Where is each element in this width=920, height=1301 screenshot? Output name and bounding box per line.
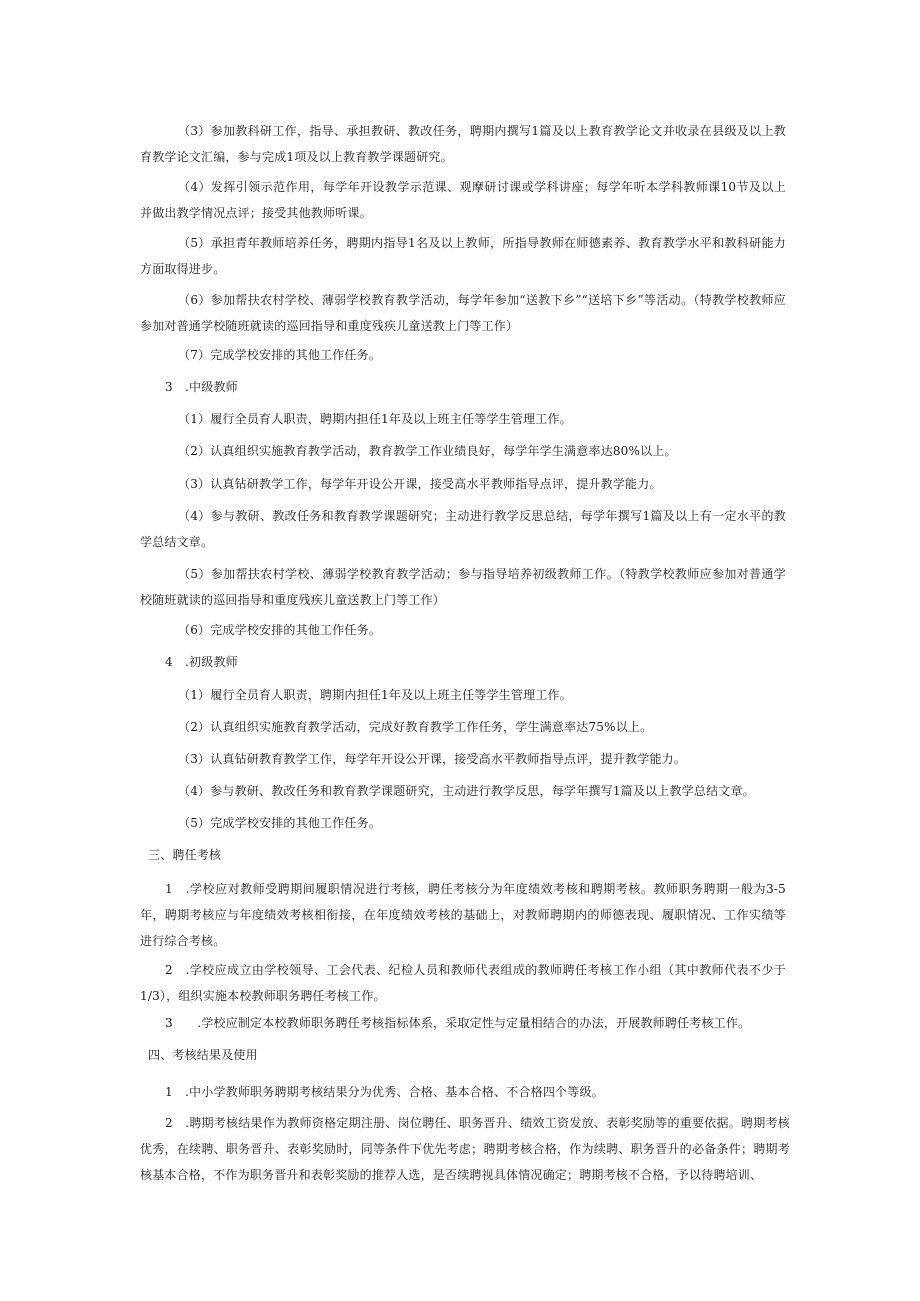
paragraph: （3）认真钻研教学工作，每学年开设公开课，接受高水平教师指导点评，提升教学能力。 — [178, 477, 662, 491]
paragraph: （5）承担青年教师培养任务，聘期内指导1名及以上教师，所指导教师在师德素养、教育教学水平和教科研能力方面取得进步。 — [140, 236, 786, 276]
paragraph: （6）参加帮扶农村学校、薄弱学校教育教学活动，每学年参加“送教下乡”“送培下乡”等活动。（特教学校教师应参加对普通学校随班就读的巡回指导和重度残疾儿童送教上门等工作） — [140, 293, 786, 333]
paragraph: （4）发挥引领示范作用，每学年开设教学示范课、观摩研讨课或学科讲座；每学年听本学科教师课10节及以上并做出教学情况点评；接受其他教师听课。 — [140, 180, 786, 220]
paragraph: （3）认真钻研教育教学工作，每学年开设公开课，接受高水平教师指导点评，提升教学能力。 — [178, 752, 687, 766]
section-heading: 四、考核结果及使用 — [148, 1048, 258, 1062]
paragraph: （1）履行全员育人职责，聘期内担任1年及以上班主任等学生管理工作。 — [178, 688, 572, 702]
paragraph: （7）完成学校安排的其他工作任务。 — [178, 348, 382, 362]
paragraph: （4）参与教研、教改任务和教育教学课题研究；主动进行教学反思总结，每学年撰写1篇及以上有一定水平的教学总结文章。 — [140, 509, 786, 549]
paragraph: （6）完成学校安排的其他工作任务。 — [178, 623, 382, 637]
paragraph: （3）参加教科研工作，指导、承担教研、教改任务，聘期内撰写1篇及以上教育教学论文并收录在县级及以上教育教学论文汇编，参与完成1项及以上教育教学课题研究。 — [140, 124, 786, 164]
paragraph: 2 .聘期考核结果作为教师资格定期注册、岗位聘任、职务晋升、绩效工资发放、表彰奖励等的重要依据。聘期考核优秀，在续聘、职务晋升、表彰奖励时，同等条件下优先考虑；聘期考核合格，作为续聘、职务晋升的必备条件；聘期考核基本合格，不作为职务晋升和表彰奖励的推荐人选，是否续聘视具体情况确定；聘期考核不合格，予以待聘培训、 — [140, 1116, 790, 1182]
section-heading: 4 .初级教师 — [165, 655, 238, 669]
section-heading: 3 .中级教师 — [165, 380, 238, 394]
paragraph: （2）认真组织实施教育教学活动，教育教学工作业绩良好，每学年学生满意率达80%以上。 — [178, 444, 677, 458]
paragraph: 3 .学校应制定本校教师职务聘任考核指标体系，采取定性与定量相结合的办法，开展教师聘任考核工作。 — [165, 1016, 751, 1030]
paragraph: （4）参与教研、教改任务和教育教学课题研究，主动进行教学反思，每学年撰写1篇及以上教学总结文章。 — [178, 784, 755, 798]
paragraph: 1 .学校应对教师受聘期间履职情况进行考核，聘任考核分为年度绩效考核和聘期考核。教师职务聘期一般为3-5年，聘期考核应与年度绩效考核相衔接，在年度绩效考核的基础上，对教师聘期内的师德表现、履职情况、工作实绩等进行综合考核。 — [140, 882, 786, 948]
paragraph: 2 .学校应成立由学校领导、工会代表、纪检人员和教师代表组成的教师聘任考核工作小组（其中教师代表不少于1/3），组织实施本校教师职务聘任考核工作。 — [140, 963, 786, 1003]
paragraph: 1 .中小学教师职务聘期考核结果分为优秀、合格、基本合格、不合格四个等级。 — [165, 1085, 604, 1099]
paragraph: （5）完成学校安排的其他工作任务。 — [178, 816, 382, 830]
paragraph: （2）认真组织实施教育教学活动，完成好教育教学工作任务，学生满意率达75%以上。 — [178, 720, 653, 734]
paragraph: （5）参加帮扶农村学校、薄弱学校教育教学活动；参与指导培养初级教师工作。（特教学校教师应参加对普通学校随班就读的巡回指导和重度残疾儿童送教上门等工作） — [140, 567, 786, 607]
paragraph: （1）履行全员育人职责，聘期内担任1年及以上班主任等学生管理工作。 — [178, 412, 572, 426]
section-heading: 三、聘任考核 — [148, 848, 222, 862]
